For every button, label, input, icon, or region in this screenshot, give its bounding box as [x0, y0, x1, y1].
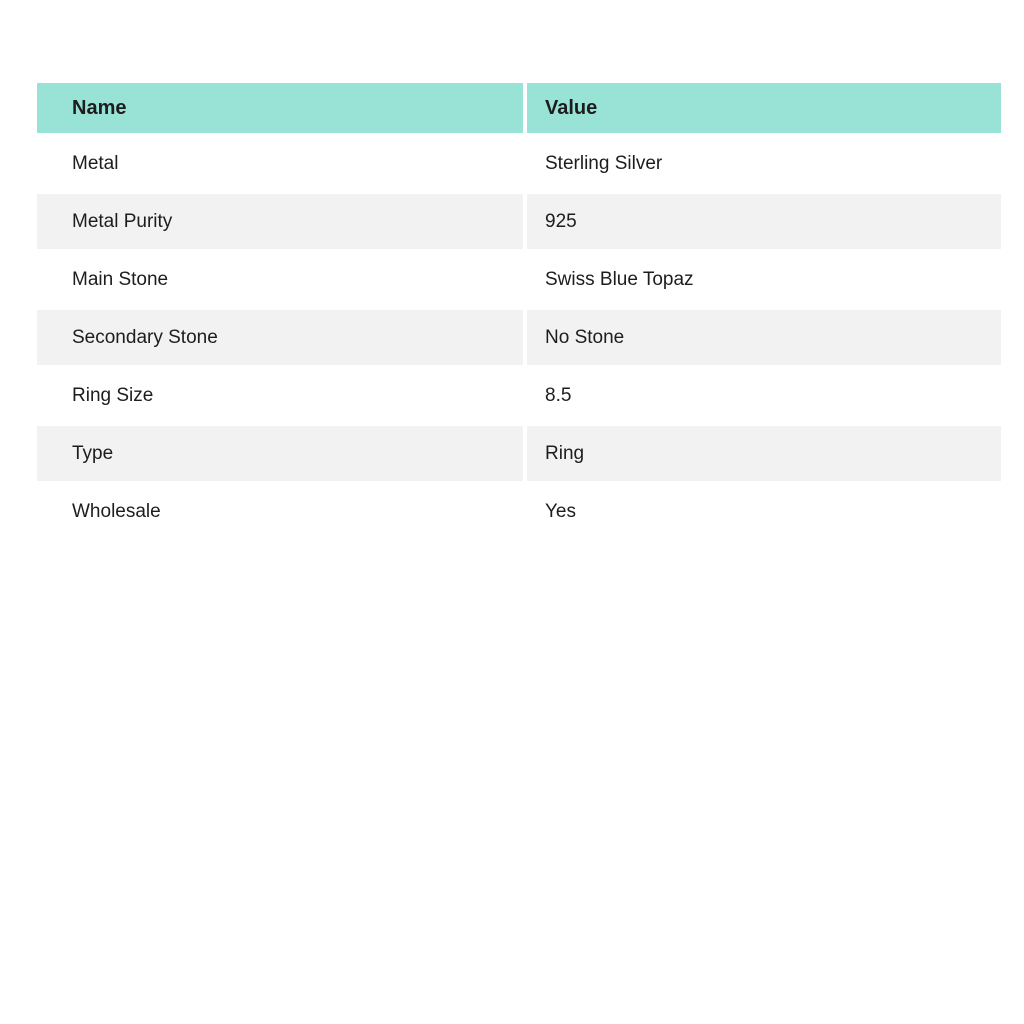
attr-name-label: Ring Size — [72, 385, 154, 406]
attr-value-type — [527, 426, 1001, 481]
attr-name-label: Wholesale — [72, 501, 161, 522]
attr-value-wholesale — [527, 484, 1001, 539]
attr-name-type — [37, 426, 523, 481]
attr-name-label: Metal Purity — [72, 211, 173, 232]
attr-name-label: Metal — [72, 153, 119, 174]
attr-value-ring-size — [527, 368, 1001, 423]
attr-value-label: Yes — [545, 501, 576, 522]
attr-value-label: Sterling Silver — [545, 153, 663, 174]
attr-value-metal — [527, 136, 1001, 191]
attr-name-metal — [37, 136, 523, 191]
column-header-name-label: Name — [72, 97, 127, 119]
column-header-name — [37, 83, 523, 133]
attr-value-metal-purity — [527, 194, 1001, 249]
attr-value-label: 8.5 — [545, 385, 572, 406]
attributes-table — [37, 83, 1001, 539]
column-header-value — [527, 83, 1001, 133]
attr-name-metal-purity — [37, 194, 523, 249]
attr-value-label: No Stone — [545, 327, 625, 348]
column-header-value-label: Value — [545, 97, 598, 119]
attr-value-label: Swiss Blue Topaz — [545, 269, 694, 290]
attr-name-label: Secondary Stone — [72, 327, 218, 348]
attr-value-label: Ring — [545, 443, 585, 464]
attr-name-label: Main Stone — [72, 269, 169, 290]
attr-name-wholesale — [37, 484, 523, 539]
attr-name-secondary-stone — [37, 310, 523, 365]
attr-name-main-stone — [37, 252, 523, 307]
attr-value-label: 925 — [545, 211, 577, 232]
attr-name-ring-size — [37, 368, 523, 423]
attr-value-main-stone — [527, 252, 1001, 307]
attr-value-secondary-stone — [527, 310, 1001, 365]
attr-name-label: Type — [72, 443, 114, 464]
